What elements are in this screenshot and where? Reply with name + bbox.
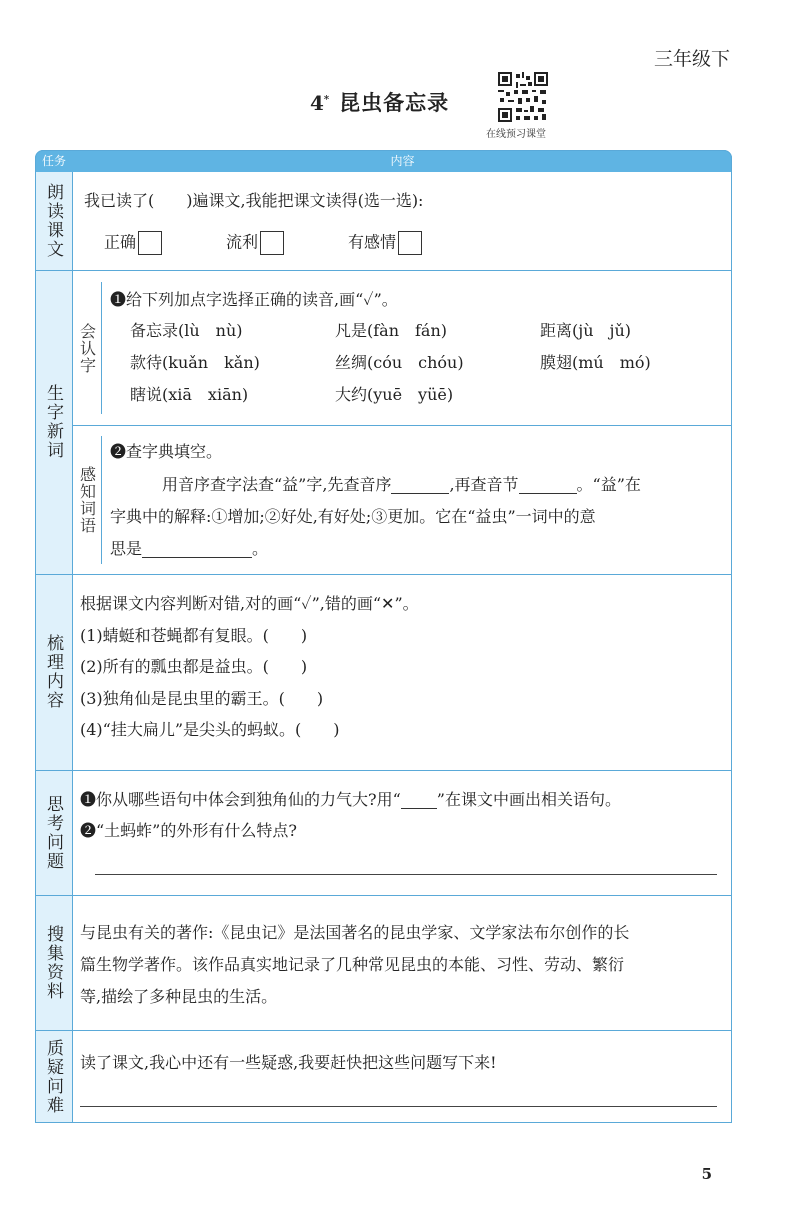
vocab-instruction-1: ❶给下列加点字选择正确的读音,画“✓”。 [110, 290, 398, 309]
pinyin-item[interactable]: 距离(jù jǔ) [540, 321, 632, 340]
page-title: 昆虫备忘录 [339, 91, 450, 115]
task-label-collect: 搜集资料 [43, 924, 63, 1001]
task-label-think: 思考问题 [43, 794, 63, 871]
pinyin-item[interactable]: 备忘录(lù nù) [130, 321, 243, 340]
row-divider [35, 770, 732, 771]
lesson-number: 4* [310, 91, 330, 115]
qr-label: 在线预习课堂 [486, 129, 546, 140]
think-question-2: ❷“土蚂蚱”的外形有什么特点? [80, 821, 297, 840]
option-fluent: 流利 [226, 231, 284, 255]
row-divider [35, 1030, 732, 1031]
grade-label: 三年级下 [653, 48, 730, 70]
vocab-instruction-2: ❷查字典填空。 [110, 442, 223, 461]
checkbox-emotional[interactable] [398, 231, 422, 255]
judge-item[interactable]: (3)独角仙是昆虫里的霸王。( ) [80, 689, 324, 708]
task-label-vocab: 生字新词 [43, 384, 63, 460]
page-number: 5 [701, 1165, 712, 1183]
column-header-task: 任务 [41, 154, 66, 168]
think-question-1: ❶你从哪些语句中体会到独角仙的力气大?用“ ”在课文中画出相关语句。 [80, 790, 621, 809]
row-divider [35, 895, 732, 896]
column-header-content: 内容 [390, 154, 415, 168]
question-prompt: 读了课文,我心中还有一些疑惑,我要赶快把这些问题写下来! [80, 1053, 497, 1072]
judge-item[interactable]: (1)蜻蜓和苍蝇都有复眼。( ) [80, 626, 308, 645]
checkbox-correct[interactable] [138, 231, 162, 255]
blank-sequence[interactable] [391, 477, 449, 494]
collect-text-line: 篇生物学著作。该作品真实地记录了几种常见昆虫的本能、习性、劳动、繁衍 [80, 955, 625, 974]
content-instruction: 根据课文内容判断对错,对的画“✓”,错的画“✕”。 [80, 594, 419, 613]
dictionary-line-2: 字典中的解释:①增加;②好处,有好处;③更加。它在“益虫”一词中的意 [110, 507, 596, 526]
pinyin-item[interactable]: 膜翅(mú mó) [540, 353, 651, 372]
pinyin-item[interactable]: 瞎说(xiā xiān) [130, 385, 249, 404]
task-label-content: 梳理内容 [43, 634, 63, 710]
sub-row-divider [72, 425, 732, 426]
blank-syllable[interactable] [519, 477, 577, 494]
option-correct: 正确 [104, 231, 162, 255]
collect-text-line: 与昆虫有关的著作:《昆虫记》是法国著名的昆虫学家、文学家法布尔创作的长 [80, 923, 630, 942]
pinyin-item[interactable]: 款待(kuǎn kǎn) [130, 353, 260, 372]
dictionary-line-1: 用音序查字法查“益”字,先查音序 ,再查音节 。“益”在 [162, 475, 641, 494]
pinyin-item[interactable]: 凡是(fàn fán) [335, 321, 448, 340]
answer-line[interactable] [80, 1106, 717, 1107]
task-label-reading: 朗读课文 [43, 183, 63, 259]
pinyin-item[interactable]: 大约(yuē yüē) [335, 385, 454, 404]
collect-text-line: 等,描绘了多种昆虫的生活。 [80, 987, 278, 1006]
row-divider [35, 574, 732, 575]
qr-code-icon[interactable] [498, 72, 548, 122]
pinyin-item[interactable]: 丝绸(cóu chóu) [335, 353, 464, 372]
sub-label-perceive: 感知词语 [77, 466, 97, 534]
option-emotional: 有感情 [348, 231, 422, 255]
sub-column-divider [101, 282, 102, 414]
sub-column-divider [101, 436, 102, 564]
row-divider [35, 270, 732, 271]
checkbox-fluent[interactable] [260, 231, 284, 255]
lesson-heading [310, 87, 449, 117]
task-label-question: 质疑问难 [43, 1038, 63, 1115]
judge-item[interactable]: (2)所有的瓢虫都是益虫。( ) [80, 657, 308, 676]
sub-label-recognize: 会认字 [77, 322, 97, 374]
judge-item[interactable]: (4)“挂大扁儿”是尖头的蚂蚁。( ) [80, 720, 340, 739]
answer-line[interactable] [95, 874, 717, 875]
blank-meaning[interactable] [142, 541, 252, 558]
reading-prompt: 我已读了( )遍课文,我能把课文读得(选一选): [84, 191, 424, 210]
underline-mark [401, 792, 437, 809]
dictionary-line-3: 思是 。 [110, 539, 269, 558]
